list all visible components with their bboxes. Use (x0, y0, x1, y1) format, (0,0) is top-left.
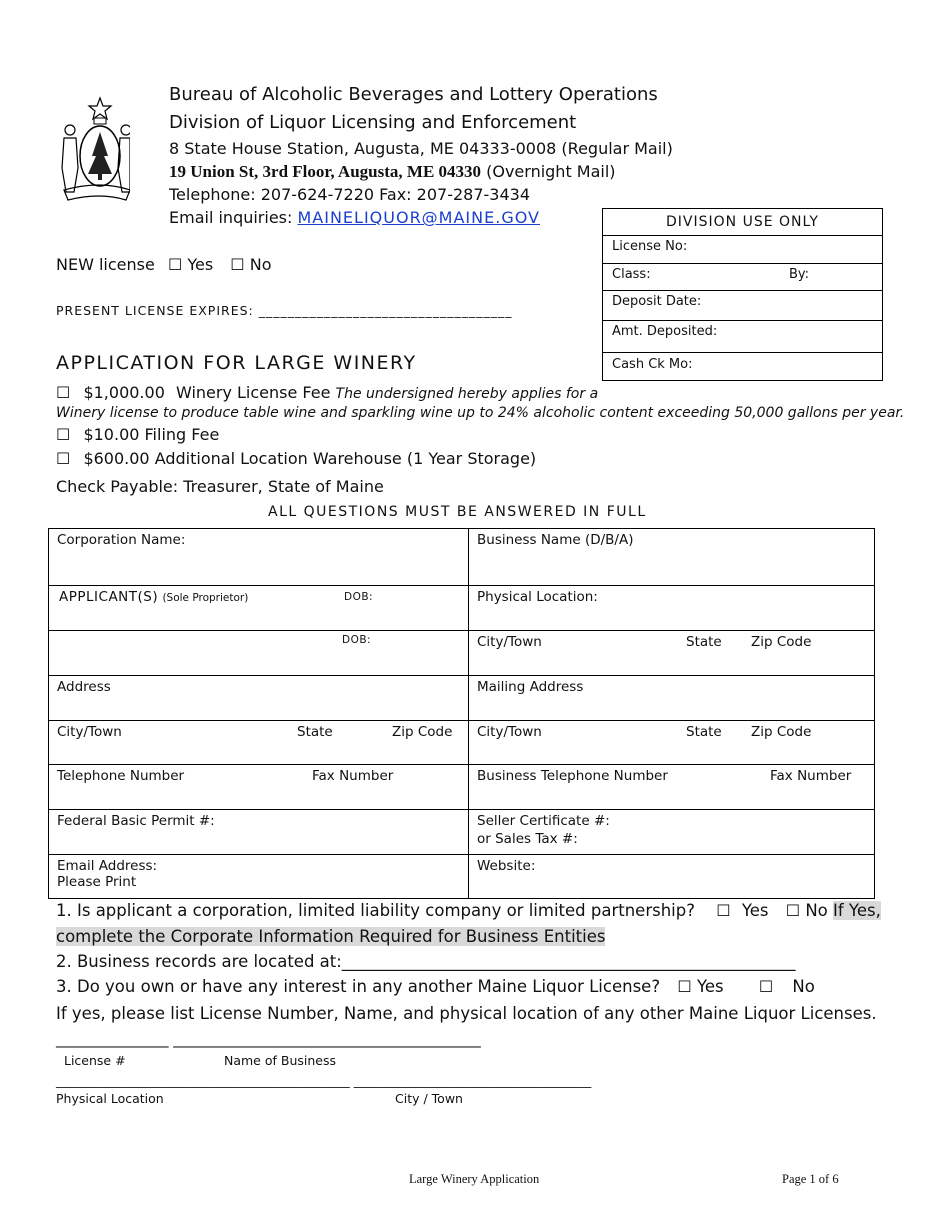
header-regular-mail: 8 State House Station, Augusta, ME 04333-0008 (Regular Mail) (169, 139, 673, 158)
overnight-label: (Overnight Mail) (481, 162, 616, 181)
new-license-label: NEW license (56, 255, 155, 274)
location-line: _______________________________________________ ______________________________________ (56, 1073, 592, 1088)
q3-no-checkbox[interactable]: ☐ (758, 977, 774, 996)
fee-winery-license (56, 383, 598, 402)
mailing-address-cell[interactable]: Mailing Address (469, 676, 875, 721)
business-name-label: Name of Business (224, 1053, 336, 1068)
q1-no-checkbox[interactable]: ☐ (785, 901, 801, 920)
question-3: 3. Do you own or have any interest in any another Maine Liquor License? ☐ Yes ☐ No (56, 977, 815, 996)
by-label: By: (789, 267, 810, 282)
q1-highlight-2: complete the Corporate Information Required for Business Entities (56, 927, 606, 946)
check-payable: Check Payable: Treasurer, State of Maine (56, 477, 384, 496)
footer-title: Large Winery Application (409, 1172, 540, 1186)
q3-follow-up: If yes, please list License Number, Name, and physical location of any other Maine Liquor Licenses. (56, 1004, 877, 1023)
amt-deposited-field: Amt. Deposited: (603, 321, 882, 353)
business-telephone-cell[interactable]: Business Telephone Number Fax Number (469, 765, 875, 810)
federal-permit-cell[interactable]: Federal Basic Permit #: (49, 810, 469, 855)
address-city-cell[interactable]: City/Town State Zip Code (49, 721, 469, 765)
mailing-city-cell[interactable]: City/Town State Zip Code (469, 721, 875, 765)
address-state-label: State (297, 724, 333, 740)
physical-location-label: Physical Location (56, 1091, 164, 1106)
fee-filing (56, 425, 219, 444)
dob-label-1: DOB: (344, 591, 374, 603)
application-table (48, 528, 875, 899)
physical-zip-label: Zip Code (751, 634, 812, 650)
city-town-label: City / Town (395, 1091, 463, 1106)
physical-location-cell[interactable]: Physical Location: (469, 586, 875, 631)
dob-label-2: DOB: (342, 634, 372, 646)
question-2: 2. Business records are located at:_______________________________________________________ (56, 952, 796, 971)
email-address-cell[interactable]: Email Address: Please Print (49, 855, 469, 899)
footer-page-number: Page 1 of 6 (782, 1172, 839, 1186)
applicant-2-cell[interactable] (49, 631, 469, 676)
header-division: Division of Liquor Licensing and Enforcement (169, 112, 577, 133)
mailing-state-label: State (686, 724, 722, 740)
class-field: Class: By: (603, 264, 882, 291)
address-cell[interactable]: Address (49, 676, 469, 721)
cash-ck-mo-field: Cash Ck Mo: (612, 357, 693, 372)
fee-warehouse-checkbox[interactable]: ☐ (56, 449, 71, 468)
corporation-name-cell[interactable]: Corporation Name: (49, 529, 469, 586)
physical-city-cell[interactable]: City/Town State Zip Code (469, 631, 875, 676)
license-number-label: License # (64, 1053, 126, 1068)
website-cell[interactable]: Website: (469, 855, 875, 899)
maine-state-seal (56, 96, 130, 206)
fax-label: Fax Number (312, 768, 394, 784)
q1-highlight-1: If Yes, (833, 901, 881, 920)
new-license-no-checkbox[interactable]: ☐ (230, 255, 245, 274)
applicant-1-cell[interactable]: APPLICANT(S) (Sole Proprietor) DOB: (49, 586, 469, 631)
new-license-yes-checkbox[interactable]: ☐ (167, 255, 183, 274)
new-license-no-label: No (249, 255, 272, 274)
present-license-expires: PRESENT LICENSE EXPIRES: ___________________________________ (56, 303, 513, 318)
email-link[interactable]: MAINELIQUOR@MAINE.GOV (297, 208, 540, 227)
q3-yes-checkbox[interactable]: ☐ (677, 977, 692, 996)
application-title: APPLICATION FOR LARGE WINERY (56, 352, 417, 374)
fee-winery-desc2: Winery license to produce table wine and sparkling wine up to 24% alcoholic content exceeding 50,000 gallons per year. (56, 405, 905, 421)
fee-warehouse-label: $600.00 Additional Location Warehouse (1 Year Storage) (83, 449, 537, 468)
fee-filing-checkbox[interactable]: ☐ (56, 425, 71, 444)
new-license-row (56, 255, 272, 274)
seller-certificate-cell[interactable]: Seller Certificate #: or Sales Tax #: (469, 810, 875, 855)
license-name-line: _______________ _________________________________________ (56, 1030, 481, 1048)
fee-filing-label: $10.00 Filing Fee (83, 425, 220, 444)
header-email-line (169, 208, 540, 227)
overnight-address: 19 Union St, 3rd Floor, Augusta, ME 04330 (169, 162, 482, 181)
new-license-yes-label: Yes (187, 255, 214, 274)
license-no-field: License No: (603, 236, 882, 264)
deposit-date-field: Deposit Date: (603, 291, 882, 321)
all-questions-heading: ALL QUESTIONS MUST BE ANSWERED IN FULL (268, 504, 647, 520)
physical-state-label: State (686, 634, 722, 650)
mailing-zip-label: Zip Code (751, 724, 812, 740)
header-telephone: Telephone: 207-624-7220 Fax: 207-287-3434 (169, 185, 530, 204)
fee-winery-amount: $1,000.00 (83, 383, 165, 402)
email-label: Email inquiries: (169, 208, 298, 227)
division-use-title: DIVISION USE ONLY (603, 209, 882, 236)
question-1: 1. Is applicant a corporation, limited liability company or limited partnership? ☐ Yes ☐ No If Yes, (56, 901, 881, 920)
business-name-cell[interactable]: Business Name (D/B/A) (469, 529, 875, 586)
fee-winery-checkbox[interactable]: ☐ (56, 383, 71, 402)
fee-winery-desc1: The undersigned hereby applies for a (335, 386, 599, 402)
telephone-cell[interactable]: Telephone Number Fax Number (49, 765, 469, 810)
q1-yes-checkbox[interactable]: ☐ (716, 901, 731, 920)
fee-winery-label: Winery License Fee (175, 383, 331, 402)
header-bureau: Bureau of Alcoholic Beverages and Lottery Operations (169, 84, 658, 105)
header-overnight-mail (169, 162, 616, 182)
address-zip-label: Zip Code (392, 724, 453, 740)
fee-warehouse (56, 449, 536, 468)
division-use-only-box (602, 208, 883, 381)
business-fax-label: Fax Number (770, 768, 852, 784)
